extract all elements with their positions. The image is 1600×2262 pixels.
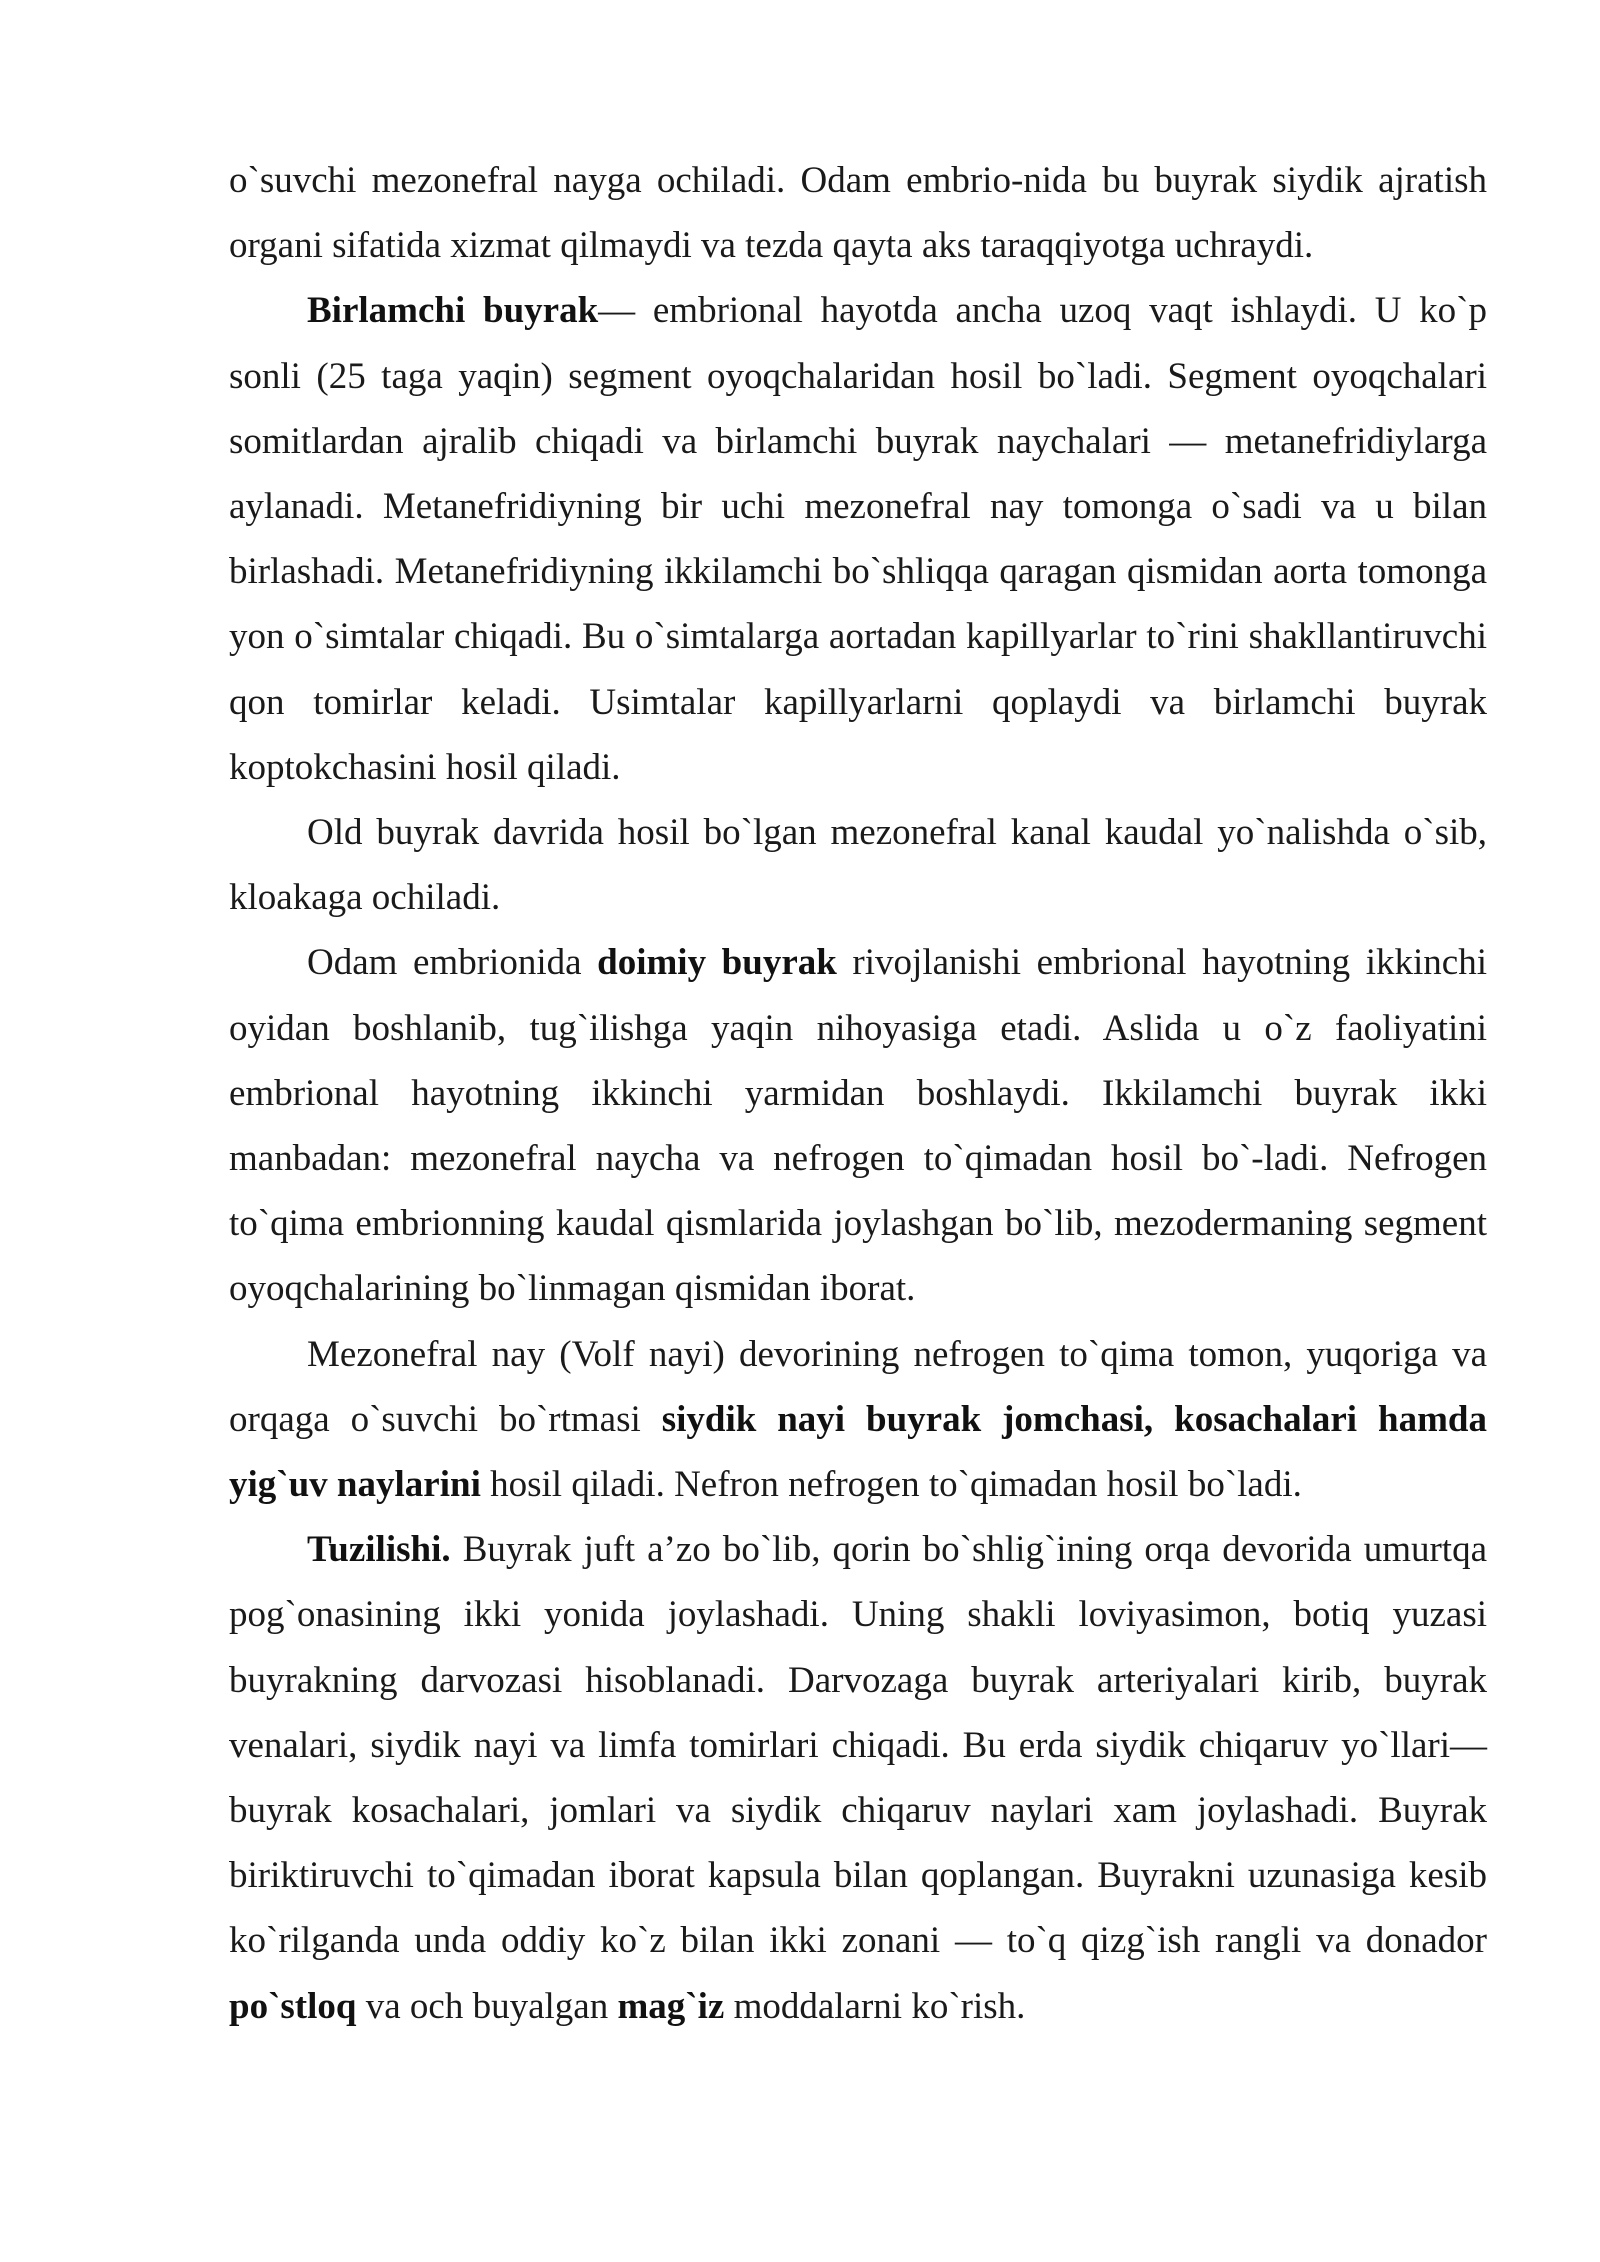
paragraph-1: [229, 148, 1487, 278]
text-run: moddalarni ko`rish.: [724, 1985, 1026, 2027]
term-doimiy-buyrak: doimiy buyrak: [597, 942, 837, 984]
text-run: Buyrak juft a’zo bo`lib, qorin bo`shlig`ining orqa devorida umurtqa pog`onasining ikki yonida joylashadi. Uning shakli loviyasimon, botiq yuzasi buyrakning darvozasi hisoblanadi. Darvozaga buyrak arteriyalari kirib, buyrak venalari, siydik nayi va limfa tomirlari chiqadi. Bu erda siydik chiqaruv yo`llari— buyrak kosachalari, jomlari va siydik chiqaruv naylari xam joylashadi. Buyrak biriktiruvchi to`qimadan iborat kapsula bilan qoplangan. Buyrakni uzunasiga kesib ko`rilganda unda oddiy ko`z bilan ikki zonani — to`q qizg`ish rangli va donador: [229, 1529, 1487, 1962]
text-run: hosil qiladi. Nefron nefrogen to`qimadan hosil bo`ladi.: [480, 1464, 1302, 1506]
text-run: o`suvchi mezonefral nayga ochiladi. Odam embrio-nida bu buyrak siydik ajratish organi sifatida xizmat qilmaydi va tezda qayta aks taraqqiyotga uchraydi.: [229, 160, 1487, 267]
paragraph-2: [229, 278, 1487, 800]
text-run: Old buyrak davrida hosil bo`lgan mezonefral kanal kaudal yo`nalishda o`sib, kloakaga ochiladi.: [229, 812, 1487, 919]
paragraph-4: [229, 930, 1487, 1321]
document-page: [229, 148, 1487, 2039]
text-run: va och buyalgan: [356, 1985, 618, 2027]
text-run: rivojlanishi embrional hayotning ikkinchi oyidan boshlanib, tug`ilishga yaqin nihoyasiga etadi. Aslida u o`z faoliyatini embrional hayotning ikkinchi yarmidan boshlaydi. Ikkilamchi buyrak ikki manbadan: mezonefral naycha va nefrogen to`qimadan hosil bo`-ladi. Nefrogen to`qima embrionning kaudal qismlarida joylashgan bo`lib, mezodermaning segment oyoqchalarining bo`linmagan qismidan iborat.: [229, 942, 1488, 1310]
term-tuzilishi: Tuzilishi.: [307, 1529, 451, 1571]
term-siydik-nayi: siydik nayi buyrak jomchasi, kosachalari hamda yig`uv naylarini: [229, 1398, 1487, 1506]
term-postloq: po`stloq: [229, 1985, 357, 2027]
paragraph-3: [229, 800, 1487, 930]
term-magiz: mag`iz: [617, 1985, 725, 2027]
text-run: — embrional hayotda ancha uzoq vaqt ishlaydi. U ko`p sonli (25 taga yaqin) segment oyoqchalaridan hosil bo`ladi. Segment oyoqchalari somitlardan ajralib chiqadi va birlamchi buyrak naychalari — metanefridiylarga aylanadi. Metanefridiyning bir uchi mezonefral nay tomonga o`sadi va u bilan birlashadi. Metanefridiyning ikkilamchi bo`shliqqa qaragan qismidan aorta tomonga yon o`simtalar chiqadi. Bu o`simtalarga aortadan kapillyarlar to`rini shakllantiruvchi qon tomirlar keladi. Usimtalar kapillyarlarni qoplaydi va birlamchi buyrak koptokchasini hosil qiladi.: [229, 290, 1487, 788]
text-run: Mezonefral nay (Volf nayi) devorining nefrogen to`qima tomon, yuqoriga va orqaga o`suvchi bo`rtmasi: [229, 1333, 1487, 1440]
text-run: Odam embrionida: [307, 942, 598, 984]
paragraph-5: [229, 1322, 1487, 1518]
paragraph-6: [229, 1517, 1487, 2039]
term-birlamchi-buyrak: Birlamchi buyrak: [307, 290, 599, 332]
